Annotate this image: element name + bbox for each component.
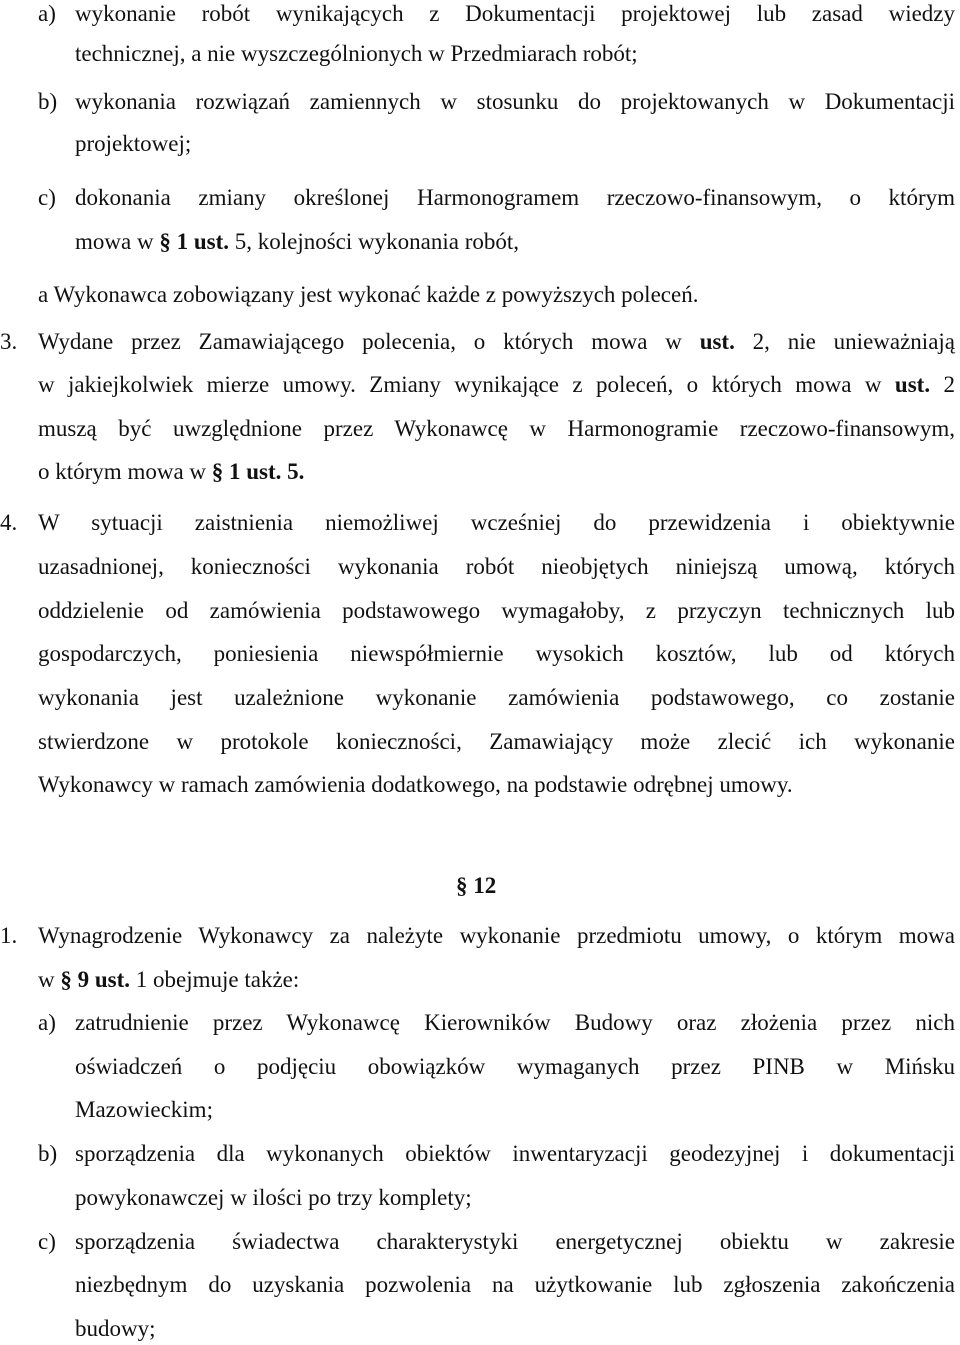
list-marker: c) <box>38 185 56 210</box>
paragraph-line: Wykonawcy w ramach zamówienia dodatkowego, na podstawie odrębnej umowy. <box>38 772 793 797</box>
paragraph-line: w jakiejkolwiek mierze umowy. Zmiany wynikające z poleceń, o których mowa w ust. 2 <box>38 372 955 397</box>
paragraph-line: wykonania jest uzależnione wykonanie zamówienia podstawowego, co zostanie <box>38 685 955 710</box>
paragraph-line: Wynagrodzenie Wykonawcy za należyte wykonanie przedmiotu umowy, o którym mowa <box>38 923 955 948</box>
section-reference: § 1 ust. 5. <box>211 459 305 484</box>
list-item-text: dokonania zmiany określonej Harmonogramem rzeczowo-finansowym, o którym <box>75 185 955 210</box>
section-reference: § 1 ust. <box>159 229 229 254</box>
list-item-text: Mazowieckim; <box>75 1097 213 1122</box>
paragraph-line: gospodarczych, poniesienia niewspółmiernie wysokich kosztów, lub od których <box>38 641 955 666</box>
paragraph-line: Wydane przez Zamawiającego polecenia, o których mowa w ust. 2, nie unieważniają <box>38 329 955 354</box>
paragraph-line: stwierdzone w protokole konieczności, Zamawiający może zlecić ich wykonanie <box>38 729 955 754</box>
section-reference: § 9 ust. <box>60 967 131 992</box>
list-item-text: mowa w § 1 ust. 5, kolejności wykonania robót, <box>75 229 519 254</box>
list-item-text: niezbędnym do uzyskania pozwolenia na użytkowanie lub zgłoszenia zakończenia <box>75 1272 955 1297</box>
paragraph-line: oddzielenie od zamówienia podstawowego wymagałoby, z przyczyn technicznych lub <box>38 598 955 623</box>
paragraph-number: 4. <box>0 510 18 535</box>
list-marker: b) <box>38 1141 58 1166</box>
paragraph-number: 3. <box>0 329 18 354</box>
section-heading: § 12 <box>456 873 497 898</box>
paragraph-number: 1. <box>0 923 18 948</box>
list-item-text: projektowej; <box>75 131 192 156</box>
paragraph-line: muszą być uwzględnione przez Wykonawcę w Harmonogramie rzeczowo-finansowym, <box>38 416 955 441</box>
list-item-text: sporządzenia świadectwa charakterystyki energetycznej obiektu w zakresie <box>75 1229 955 1254</box>
list-item-text: powykonawczej w ilości po trzy komplety; <box>75 1185 472 1210</box>
list-item-text: budowy; <box>75 1316 156 1341</box>
paragraph-line: W sytuacji zaistnienia niemożliwej wcześniej do przewidzenia i obiektywnie <box>38 510 955 535</box>
list-marker: a) <box>38 1 56 26</box>
list-item-text: wykonanie robót wynikających z Dokumentacji projektowej lub zasad wiedzy <box>75 1 955 26</box>
list-marker: b) <box>38 89 58 114</box>
list-item-text: oświadczeń o podjęciu obowiązków wymaganych przez PINB w Mińsku <box>75 1054 955 1079</box>
paragraph-line: o którym mowa w § 1 ust. 5. <box>38 459 305 484</box>
paragraph-line: w § 9 ust. 1 obejmuje także: <box>38 967 300 992</box>
section-reference: ust. <box>699 329 735 354</box>
list-marker: c) <box>38 1229 56 1254</box>
list-item-text: technicznej, a nie wyszczególnionych w Przedmiarach robót; <box>75 41 638 66</box>
list-item-text: wykonania rozwiązań zamiennych w stosunku do projektowanych w Dokumentacji <box>75 89 955 114</box>
paragraph-line: uzasadnionej, konieczności wykonania robót nieobjętych niniejszą umową, których <box>38 554 955 579</box>
list-item-text: zatrudnienie przez Wykonawcę Kierowników Budowy oraz złożenia przez nich <box>75 1010 955 1035</box>
list-item-text: sporządzenia dla wykonanych obiektów inwentaryzacji geodezyjnej i dokumentacji <box>75 1141 955 1166</box>
paragraph-line: a Wykonawca zobowiązany jest wykonać każde z powyższych poleceń. <box>38 282 699 307</box>
section-reference: ust. <box>894 372 931 397</box>
list-marker: a) <box>38 1010 56 1035</box>
